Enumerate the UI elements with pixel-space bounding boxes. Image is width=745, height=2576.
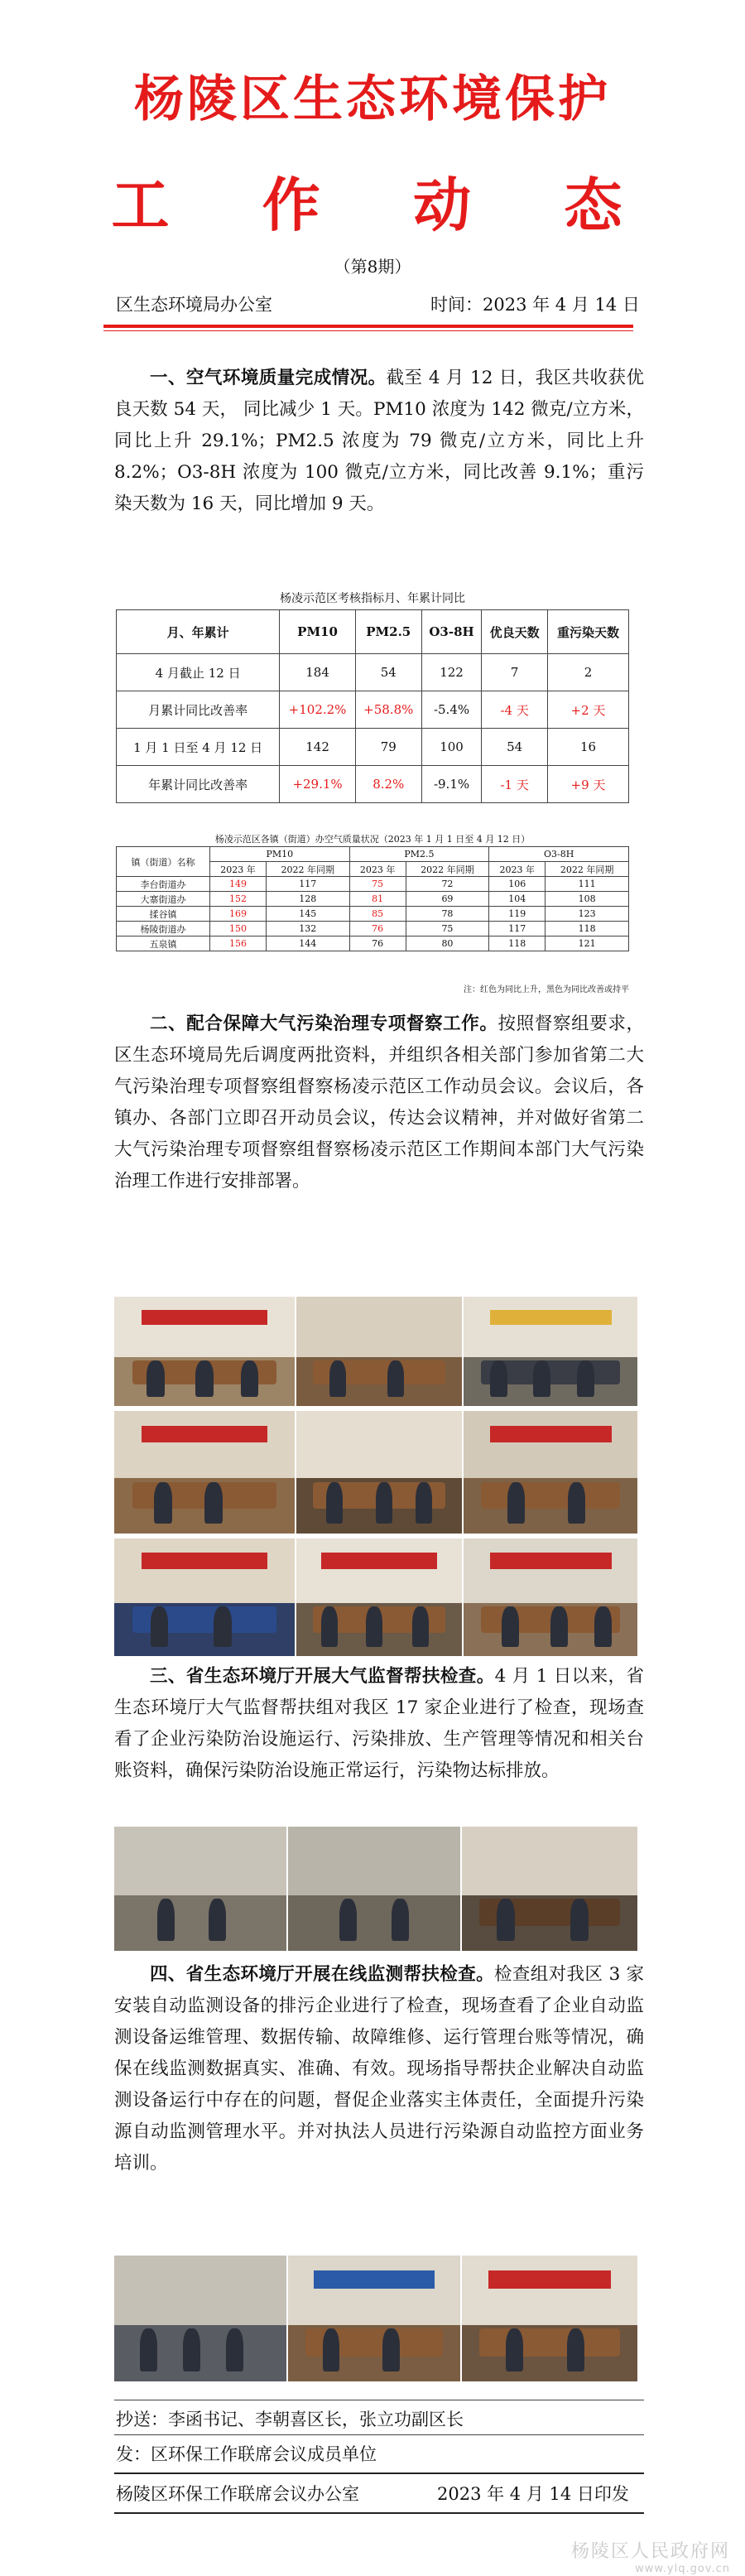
table-cell: -9.1%	[421, 766, 482, 803]
table-cell: 85	[349, 907, 406, 922]
table-cell: +2 天	[547, 691, 628, 729]
issuing-body: 杨陵区环保工作联席会议办公室	[116, 2484, 359, 2504]
section-1	[114, 363, 644, 520]
table-row	[117, 937, 629, 951]
table-cell: 106	[489, 877, 546, 892]
section-1-heading: 一、空气环境质量完成情况。	[150, 368, 387, 388]
monitoring-photo	[114, 2256, 286, 2381]
table2-subheader: 2022 年同期	[406, 862, 489, 877]
table-cell: 80	[406, 937, 489, 951]
table-row	[117, 766, 629, 803]
footer-divider	[114, 2472, 644, 2474]
section-4	[114, 1959, 644, 2179]
monitoring-photo	[462, 2256, 637, 2381]
table-cell: 揉谷镇	[117, 907, 210, 922]
masthead-subtitle: 工 作 动 态	[111, 171, 659, 239]
monitoring-photo	[288, 2256, 460, 2381]
table-cell: 李台街道办	[117, 877, 210, 892]
table1-header: PM2.5	[355, 610, 421, 654]
table-cell: 75	[349, 877, 406, 892]
table-cell: 16	[547, 729, 628, 766]
table2-subheader: 2023 年	[210, 862, 267, 877]
table-cell: 五泉镇	[117, 937, 210, 951]
meeting-photo	[464, 1411, 637, 1534]
table-cell: 108	[546, 892, 629, 907]
table-cell: 7	[482, 654, 548, 691]
table-cell: 118	[489, 937, 546, 951]
cc-line: 抄送：李函书记、李朝喜区长，张立功副区长	[116, 2410, 464, 2429]
table-cell: 79	[355, 729, 421, 766]
meeting-photo	[296, 1297, 462, 1406]
table-cell: 150	[210, 922, 267, 937]
table-cell: -4 天	[482, 691, 548, 729]
table2-header: PM10	[210, 847, 350, 862]
table-row	[117, 729, 629, 766]
table2-header: O3-8H	[489, 847, 629, 862]
township-table	[116, 846, 629, 951]
section-4-body: 检查组对我区 3 家安装自动监测设备的排污企业进行了检查，现场查看了企业自动监测设备运维管理、数据传输、故障维修、运行管理台账等情况，确保在线监测数据真实、准确、有效。现场指导帮扶企业解决自动监测设备运行中存在的问题，督促企业落实主体责任，全面提升污染源自动监测管理水平。并对执法人员进行污染源自动监控方面业务培训。	[114, 1964, 644, 2174]
meeting-photo	[114, 1297, 295, 1406]
table-cell: 144	[266, 937, 349, 951]
issue-date: 时间：2023 年 4 月 14 日	[430, 295, 640, 315]
table-cell: 122	[421, 654, 482, 691]
table-cell: 111	[546, 877, 629, 892]
table-cell: -5.4%	[421, 691, 482, 729]
table-cell: 145	[266, 907, 349, 922]
table2-note: 注：红色为同比上升，黑色为同比改善或持平	[464, 985, 629, 994]
table-row	[117, 877, 629, 892]
table-cell: 117	[489, 922, 546, 937]
table-cell: 152	[210, 892, 267, 907]
header-divider-thin	[103, 330, 633, 331]
section-1-body: 截至 4 月 12 日，我区共收获优良天数 54 天， 同比减少 1 天。PM10 浓度为 142 微克/立方米，同比上升 29.1%；PM2.5 浓度为 79 微克/立方米，同比上升 8.2%；O3-8H 浓度为 100 微克/立方米，同比改善 9.1%；重污染天数为 16 天，同比增加 9 天。	[114, 368, 644, 514]
table-cell: 年累计同比改善率	[117, 766, 280, 803]
meeting-photo	[296, 1411, 462, 1534]
table-cell: 123	[546, 907, 629, 922]
table2-caption: 杨凌示范区各镇（街道）办空气质量状况（2023 年 1 月 1 日至 4 月 12 日）	[214, 834, 531, 845]
table-cell: 月累计同比改善率	[117, 691, 280, 729]
table-cell: 119	[489, 907, 546, 922]
table-row	[117, 892, 629, 907]
table-cell: 81	[349, 892, 406, 907]
table-cell: 54	[482, 729, 548, 766]
table-cell: 大寨街道办	[117, 892, 210, 907]
table2-header: 镇（街道）名称	[117, 847, 210, 877]
table1-header: PM10	[280, 610, 356, 654]
table-cell: +102.2%	[280, 691, 356, 729]
table-cell: 149	[210, 877, 267, 892]
table-cell: 4 月截止 12 日	[117, 654, 280, 691]
table-cell: 156	[210, 937, 267, 951]
table1-header: 优良天数	[482, 610, 548, 654]
table-cell: 169	[210, 907, 267, 922]
table-row	[117, 691, 629, 729]
inspection-photo	[114, 1827, 286, 1951]
meeting-photo	[114, 1411, 295, 1534]
table-cell: 8.2%	[355, 766, 421, 803]
table-cell: 72	[406, 877, 489, 892]
issue-number: （第8期）	[334, 257, 411, 277]
send-line: 发：区环保工作联席会议成员单位	[116, 2444, 377, 2464]
table2-subheader: 2022 年同期	[266, 862, 349, 877]
meeting-photo	[464, 1538, 637, 1656]
meeting-photo	[114, 1538, 295, 1656]
table-row	[117, 654, 629, 691]
table-row	[117, 907, 629, 922]
inspection-photo	[288, 1827, 460, 1951]
table-cell: -1 天	[482, 766, 548, 803]
inspection-photo	[462, 1827, 637, 1951]
table2-header: PM2.5	[349, 847, 489, 862]
table-cell: 75	[406, 922, 489, 937]
section-2	[114, 1009, 644, 1197]
table-cell: 76	[349, 922, 406, 937]
header-divider	[103, 325, 633, 328]
table1-header: O3-8H	[421, 610, 482, 654]
table-cell: 76	[349, 937, 406, 951]
table-cell: 128	[266, 892, 349, 907]
table-cell: 杨陵街道办	[117, 922, 210, 937]
table-cell: 121	[546, 937, 629, 951]
meeting-photo	[296, 1538, 462, 1656]
table1-caption: 杨凌示范区考核指标月、年累计同比	[280, 592, 465, 605]
indicator-table	[116, 609, 629, 803]
table1-header: 重污染天数	[547, 610, 628, 654]
table-cell: 78	[406, 907, 489, 922]
table-cell: 132	[266, 922, 349, 937]
table-cell: 117	[266, 877, 349, 892]
table-cell: 184	[280, 654, 356, 691]
table2-subheader: 2022 年同期	[546, 862, 629, 877]
table-cell: 1 月 1 日至 4 月 12 日	[117, 729, 280, 766]
watermark-name: 杨陵区人民政府网	[570, 2541, 730, 2562]
table-cell: +58.8%	[355, 691, 421, 729]
table-cell: +9 天	[547, 766, 628, 803]
masthead-title: 杨陵区生态环境保护	[134, 70, 611, 128]
section-3	[114, 1661, 644, 1787]
table-cell: 2	[547, 654, 628, 691]
table1-header: 月、年累计	[117, 610, 280, 654]
table-cell: 118	[546, 922, 629, 937]
footer-divider	[114, 2434, 644, 2435]
table-cell: +29.1%	[280, 766, 356, 803]
issued-date: 2023 年 4 月 14 日印发	[437, 2484, 629, 2504]
table2-subheader: 2023 年	[349, 862, 406, 877]
section-2-body: 按照督察组要求，区生态环境局先后调度两批资料，并组织各相关部门参加省第二大气污染治理专项督察组督察杨凌示范区工作动员会议。会议后，各镇办、各部门立即召开动员会议，传达会议精神，并对做好省第二大气污染治理专项督察组督察杨凌示范区工作期间本部门大气污染治理工作进行安排部署。	[114, 1014, 644, 1192]
table2-subheader: 2023 年	[489, 862, 546, 877]
watermark-url: www.ylq.gov.cn	[635, 2563, 730, 2575]
section-4-heading: 四、省生态环境厅开展在线监测帮扶检查。	[150, 1964, 494, 1985]
section-2-heading: 二、配合保障大气污染治理专项督察工作。	[150, 1014, 498, 1034]
footer-divider	[114, 2512, 644, 2514]
site-watermark	[571, 2537, 730, 2575]
issuing-office: 区生态环境局办公室	[116, 295, 272, 315]
meeting-photo	[464, 1297, 637, 1406]
section-3-body: 4 月 1 日以来，省生态环境厅大气监督帮扶组对我区 17 家企业进行了检查，现场查看了企业污染防治设施运行、污染排放、生产管理等情况和相关台账资料，确保污染防治设施正常运行，污染物达标排放。	[114, 1666, 644, 1781]
table-cell: 54	[355, 654, 421, 691]
table-cell: 142	[280, 729, 356, 766]
table-row	[117, 922, 629, 937]
table-cell: 69	[406, 892, 489, 907]
table-cell: 100	[421, 729, 482, 766]
section-3-heading: 三、省生态环境厅开展大气监督帮扶检查。	[150, 1666, 495, 1687]
table-cell: 104	[489, 892, 546, 907]
